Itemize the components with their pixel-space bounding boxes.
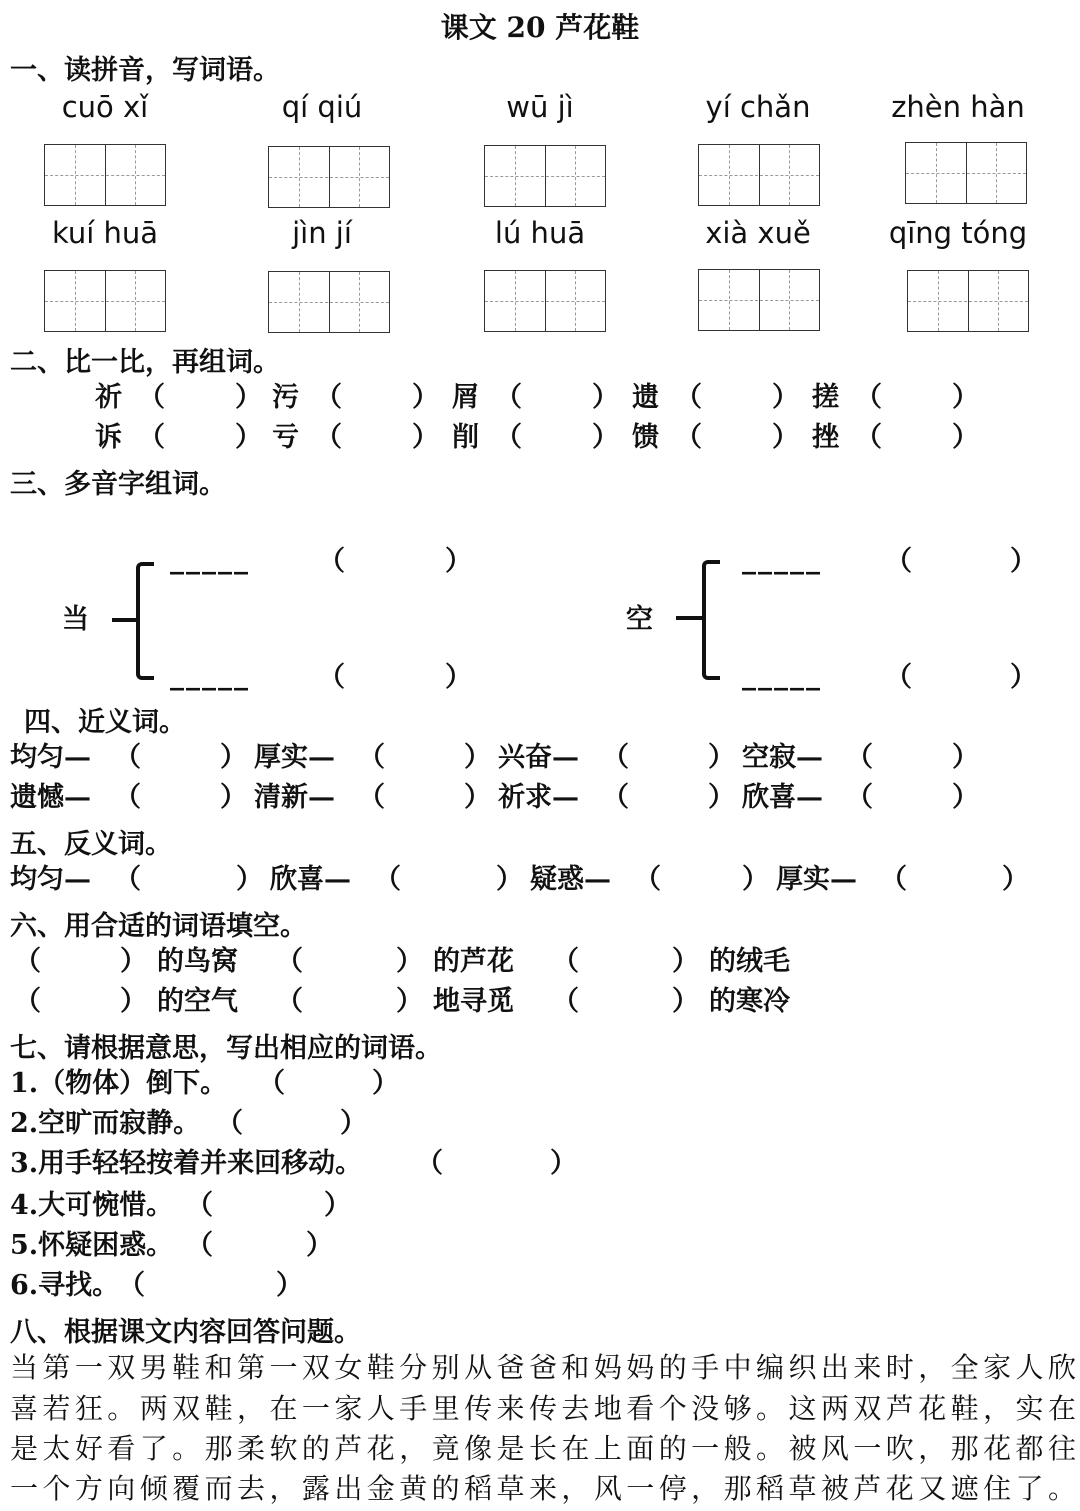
polyphone-char-dang: 当: [62, 604, 89, 635]
open-paren: （: [675, 422, 702, 453]
meaning-1: 1.（物体）倒下。: [10, 1068, 228, 1099]
open-paren: （: [855, 422, 882, 453]
writing-grid-2-1[interactable]: [44, 270, 166, 332]
blank-line: _____: [742, 542, 822, 575]
close-paren: ）: [235, 382, 262, 413]
section-4-heading: 四、近义词。: [24, 707, 186, 738]
open-paren: （: [318, 662, 345, 693]
writing-grid-2-2[interactable]: [268, 271, 390, 333]
compare-char-2-2: 亏: [272, 422, 299, 453]
close-paren: ）: [412, 382, 439, 413]
open-paren: （: [138, 422, 165, 453]
close-paren: ）: [742, 864, 769, 895]
meaning-4: 4.大可惋惜。: [10, 1190, 174, 1221]
close-paren: ）: [550, 1148, 577, 1179]
antonym-2: 欣喜—: [270, 864, 351, 895]
antonym-3: 疑惑—: [530, 864, 611, 895]
close-paren: ）: [445, 662, 472, 693]
close-paren: ）: [445, 546, 472, 577]
close-paren: ）: [220, 742, 247, 773]
open-paren: （: [138, 382, 165, 413]
close-paren: ）: [772, 422, 799, 453]
writing-grid-2-5[interactable]: [907, 270, 1029, 332]
page-title: 课文 20 芦花鞋: [440, 11, 640, 44]
close-paren: ）: [672, 986, 699, 1017]
close-paren: ）: [276, 1270, 303, 1301]
open-paren: （: [186, 1230, 213, 1261]
compare-char-1-5: 搓: [812, 382, 839, 413]
bracket-brace: [136, 562, 154, 680]
pinyin-1-2: qí qiú: [281, 90, 363, 124]
synonym-2-4: 欣喜—: [742, 782, 823, 813]
passage-line-1: 当第一双男鞋和第一双女鞋分别从爸爸和妈妈的手中编织出来时，全家人欣: [10, 1351, 1076, 1384]
fill-1-3: 的绒毛: [709, 946, 790, 977]
close-paren: ）: [464, 782, 491, 813]
passage-line-4: 一个方向倾覆而去，露出金黄的稻草来，风一停，那稻草被芦花又遮住了。: [10, 1472, 1076, 1505]
close-paren: ）: [236, 864, 263, 895]
pinyin-1-5: zhèn hàn: [891, 90, 1025, 124]
meaning-5: 5.怀疑困惑。: [10, 1230, 174, 1261]
synonym-1-3: 兴奋—: [498, 742, 579, 773]
compare-char-2-5: 挫: [812, 422, 839, 453]
open-paren: （: [315, 422, 342, 453]
blank-line: _____: [170, 542, 250, 575]
close-paren: ）: [952, 742, 979, 773]
open-paren: （: [552, 946, 579, 977]
synonym-2-3: 祈求—: [498, 782, 579, 813]
close-paren: ）: [496, 864, 523, 895]
close-paren: ）: [952, 422, 979, 453]
pinyin-2-5: qīng tóng: [888, 216, 1028, 250]
writing-grid-1-3[interactable]: [484, 145, 606, 207]
section-7-heading: 七、请根据意思，写出相应的词语。: [10, 1033, 442, 1064]
close-paren: ）: [396, 986, 423, 1017]
open-paren: （: [885, 546, 912, 577]
antonym-1: 均匀—: [10, 864, 91, 895]
compare-char-1-1: 祈: [95, 382, 122, 413]
close-paren: ）: [772, 382, 799, 413]
section-5-heading: 五、反义词。: [10, 829, 172, 860]
close-paren: ）: [340, 1108, 367, 1139]
writing-grid-1-4[interactable]: [698, 144, 820, 206]
fill-1-1: 的鸟窝: [157, 946, 238, 977]
open-paren: （: [495, 422, 522, 453]
section-2-heading: 二、比一比，再组词。: [10, 347, 280, 378]
writing-grid-1-1[interactable]: [44, 144, 166, 206]
open-paren: （: [416, 1148, 443, 1179]
close-paren: ）: [220, 782, 247, 813]
section-8-heading: 八、根据课文内容回答问题。: [10, 1317, 361, 1348]
compare-char-2-4: 馈: [632, 422, 659, 453]
blank-line: _____: [170, 658, 250, 691]
polyphone-char-kong: 空: [626, 604, 653, 635]
open-paren: （: [114, 864, 141, 895]
close-paren: ）: [592, 382, 619, 413]
open-paren: （: [276, 986, 303, 1017]
close-paren: ）: [952, 382, 979, 413]
fill-2-2: 地寻觅: [433, 986, 514, 1017]
close-paren: ）: [1010, 546, 1037, 577]
open-paren: （: [602, 742, 629, 773]
open-paren: （: [258, 1068, 285, 1099]
close-paren: ）: [708, 742, 735, 773]
close-paren: ）: [120, 946, 147, 977]
open-paren: （: [186, 1190, 213, 1221]
synonym-1-2: 厚实—: [254, 742, 335, 773]
open-paren: （: [552, 986, 579, 1017]
close-paren: ）: [592, 422, 619, 453]
open-paren: （: [358, 742, 385, 773]
close-paren: ）: [396, 946, 423, 977]
open-paren: （: [118, 1270, 145, 1301]
open-paren: （: [14, 986, 41, 1017]
writing-grid-1-5[interactable]: [905, 142, 1027, 204]
open-paren: （: [495, 382, 522, 413]
open-paren: （: [318, 546, 345, 577]
fill-2-3: 的寒冷: [709, 986, 790, 1017]
synonym-2-1: 遗憾—: [10, 782, 91, 813]
blank-line: _____: [742, 658, 822, 691]
open-paren: （: [634, 864, 661, 895]
section-3-heading: 三、多音字组词。: [10, 469, 226, 500]
compare-char-2-3: 削: [452, 422, 479, 453]
open-paren: （: [855, 382, 882, 413]
compare-char-1-4: 遗: [632, 382, 659, 413]
passage-line-2: 喜若狂。两双鞋，在一家人手里传来传去地看个没够。这两双芦花鞋，实在: [10, 1392, 1076, 1425]
open-paren: （: [14, 946, 41, 977]
section-6-heading: 六、用合适的词语填空。: [10, 911, 307, 942]
close-paren: ）: [708, 782, 735, 813]
compare-char-1-3: 屑: [452, 382, 479, 413]
pinyin-2-2: jìn jí: [292, 216, 352, 250]
writing-grid-2-3[interactable]: [484, 270, 606, 332]
close-paren: ）: [372, 1068, 399, 1099]
open-paren: （: [315, 382, 342, 413]
open-paren: （: [276, 946, 303, 977]
synonym-1-1: 均匀—: [10, 742, 91, 773]
compare-char-1-2: 污: [272, 382, 299, 413]
close-paren: ）: [1010, 662, 1037, 693]
meaning-2: 2.空旷而寂静。: [10, 1108, 201, 1139]
bracket-brace: [702, 560, 720, 680]
fill-1-2: 的芦花: [433, 946, 514, 977]
open-paren: （: [216, 1108, 243, 1139]
close-paren: ）: [1002, 864, 1029, 895]
antonym-4: 厚实—: [776, 864, 857, 895]
pinyin-1-3: wū jì: [506, 90, 574, 124]
synonym-2-2: 清新—: [254, 782, 335, 813]
compare-char-2-1: 诉: [95, 422, 122, 453]
open-paren: （: [114, 742, 141, 773]
open-paren: （: [846, 742, 873, 773]
writing-grid-2-4[interactable]: [698, 269, 820, 331]
fill-2-1: 的空气: [157, 986, 238, 1017]
close-paren: ）: [464, 742, 491, 773]
open-paren: （: [374, 864, 401, 895]
writing-grid-1-2[interactable]: [268, 146, 390, 208]
section-1-heading: 一、读拼音，写词语。: [10, 55, 280, 86]
pinyin-2-4: xià xuě: [705, 216, 811, 250]
open-paren: （: [885, 662, 912, 693]
close-paren: ）: [235, 422, 262, 453]
pinyin-2-1: kuí huā: [51, 216, 159, 250]
close-paren: ）: [306, 1230, 333, 1261]
open-paren: （: [358, 782, 385, 813]
open-paren: （: [880, 864, 907, 895]
pinyin-1-4: yí chǎn: [705, 90, 811, 124]
open-paren: （: [602, 782, 629, 813]
close-paren: ）: [324, 1190, 351, 1221]
meaning-3: 3.用手轻轻按着并来回移动。: [10, 1148, 363, 1179]
passage-line-3: 是太好看了。那柔软的芦花，竟像是长在上面的一般。被风一吹，那花都往: [10, 1432, 1076, 1465]
open-paren: （: [846, 782, 873, 813]
close-paren: ）: [952, 782, 979, 813]
synonym-1-4: 空寂—: [742, 742, 823, 773]
open-paren: （: [675, 382, 702, 413]
close-paren: ）: [120, 986, 147, 1017]
close-paren: ）: [672, 946, 699, 977]
meaning-6: 6.寻找。: [10, 1270, 120, 1301]
close-paren: ）: [412, 422, 439, 453]
open-paren: （: [114, 782, 141, 813]
pinyin-2-3: lú huā: [494, 216, 586, 250]
pinyin-1-1: cuō xǐ: [61, 90, 149, 124]
